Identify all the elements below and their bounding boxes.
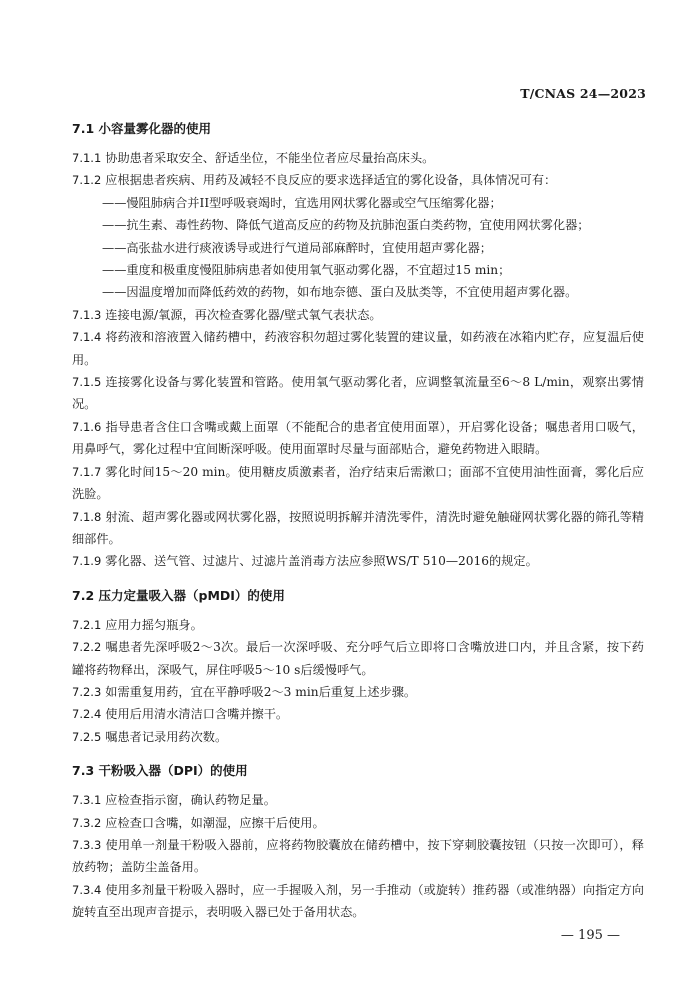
- clause-text: 连接雾化设备与雾化装置和管路。使用氧气驱动雾化者，应调整氧流量至6～8 L/min，观察出雾情况。: [72, 375, 644, 412]
- dash-item: ——重度和极重度慢阻肺病患者如使用氧气驱动雾化器，不宜超过15 min；: [102, 263, 511, 278]
- clause-text: 使用单一剂量干粉吸入器前，应将药物胶囊放在储药槽中，按下穿刺胶囊按钮（只按一次即可），释放药物；盖防尘盖备用。: [72, 837, 644, 875]
- clause-number: 7.2.1: [72, 617, 102, 632]
- page-number: — 195 —: [560, 928, 620, 943]
- clause-number: 7.1.2: [72, 173, 102, 188]
- clause-text: 连接电源/氧源，再次检查雾化器/壁式氧气表状态。: [105, 307, 382, 322]
- document-code: T/CNAS 24—2023: [520, 86, 646, 101]
- clause-text: 如需重复用药，宜在平静呼吸2～3 min后重复上述步骤。: [105, 684, 417, 699]
- clause: [72, 304, 644, 326]
- clause-number: 7.2.5: [72, 729, 102, 744]
- dash-item: ——高张盐水进行痰液诱导或进行气道局部麻醉时，宜使用超声雾化器；: [102, 240, 492, 255]
- clause: [72, 789, 644, 811]
- clause-text: 应检查口含嘴，如潮湿，应擦干后使用。: [105, 815, 325, 830]
- section-title: 7.2 压力定量吸入器（pMDI）的使用: [72, 587, 285, 603]
- clause-text: 应根据患者疾病、用药及减轻不良反应的要求选择适宜的雾化设备，具体情况可有：: [105, 173, 557, 188]
- clause-number: 7.3.1: [72, 793, 102, 808]
- clause: [72, 550, 644, 572]
- clause-number: 7.2.2: [72, 640, 102, 655]
- clause-text: 射流、超声雾化器或网状雾化器，按照说明拆解并清洗零件，清洗时避免触碰网状雾化器的筛孔等精细部件。: [72, 509, 644, 546]
- dash-item: ——因温度增加而降低药效的药物，如布地奈德、蛋白及肽类等，不宜使用超声雾化器。: [102, 285, 578, 300]
- clause-text: 雾化时间15～20 min。使用糖皮质激素者，治疗结束后需漱口；面部不宜使用油性面膏，雾化后应洗脸。: [72, 464, 644, 502]
- clause-text: 嘱患者记录用药次数。: [105, 729, 228, 744]
- clause-text: 协助患者采取安全、舒适坐位，不能坐位者应尽量抬高床头。: [105, 151, 435, 165]
- clause-number: 7.3.4: [72, 882, 102, 897]
- clause-text: 应检查指示窗，确认药物足量。: [105, 793, 276, 808]
- clause-number: 7.1.7: [72, 464, 102, 479]
- clause-text: 雾化器、送气管、过滤片、过滤片盖消毒方法应参照WS/T 510—2016的规定。: [105, 554, 538, 569]
- clause: [72, 834, 644, 879]
- clause-number: 7.1.3: [72, 307, 102, 322]
- clause: [72, 147, 644, 169]
- clause-number: 7.1.6: [72, 419, 102, 434]
- clause-text: 将药液和溶液置入储药槽中，药液容积勿超过雾化装置的建议量，如药液在冰箱内贮存，应复温后使用。: [72, 330, 644, 367]
- clause-number: 7.2.3: [72, 684, 102, 699]
- clause: [72, 636, 644, 681]
- clause: [72, 879, 644, 924]
- dash-item: ——抗生素、毒性药物、降低气道高反应的药物及抗肺泡蛋白类药物，宜使用网状雾化器；: [102, 218, 590, 233]
- clause: [72, 506, 644, 551]
- clause: [72, 461, 644, 506]
- clause: [72, 371, 644, 416]
- clause-text: 使用后用清水清洁口含嘴并擦干。: [105, 707, 289, 722]
- clause-number: 7.1.4: [72, 330, 102, 345]
- clause-text: 使用多剂量干粉吸入器时，应一手握吸入剂，另一手推动（或旋转）推药器（或准纳器）向指定方向旋转直至出现声音提示，表明吸入器已处于备用状态。: [72, 882, 644, 920]
- clause-text: 应用力摇匀瓶身。: [105, 617, 203, 632]
- clause-number: 7.1.1: [72, 151, 102, 165]
- clause-number: 7.1.8: [72, 509, 102, 524]
- clause-number: 7.3.3: [72, 837, 102, 852]
- section-title: 7.1 小容量雾化器的使用: [72, 121, 211, 136]
- clause: [72, 326, 644, 371]
- clause: [72, 416, 644, 461]
- clause: [72, 614, 644, 636]
- section-title: 7.3 干粉吸入器（DPI）的使用: [72, 763, 248, 779]
- document-body: [72, 112, 644, 924]
- clause-number: 7.1.9: [72, 554, 102, 569]
- clause: [72, 703, 644, 725]
- clause-number: 7.2.4: [72, 707, 102, 722]
- clause: [72, 169, 644, 191]
- clause: [72, 681, 644, 703]
- clause-text: 嘱患者先深呼吸2～3次。最后一次深呼吸、充分呼气后立即将口含嘴放进口内，并且含紧，按下药罐将药物释出，深吸气，屏住呼吸5～10 s后缓慢呼气。: [72, 640, 644, 677]
- clause-number: 7.1.5: [72, 375, 102, 390]
- clause: [72, 726, 644, 748]
- dash-item: ——慢阻肺病合并II型呼吸衰竭时，宜选用网状雾化器或空气压缩雾化器；: [102, 195, 502, 210]
- clause-text: 指导患者含住口含嘴或戴上面罩（不能配合的患者宜使用面罩），开启雾化设备；嘱患者用口吸气，用鼻呼气，雾化过程中宜间断深呼吸。使用面罩时尽量与面部贴合，避免药物进入眼睛。: [72, 419, 644, 457]
- clause: [72, 812, 644, 834]
- clause-number: 7.3.2: [72, 815, 102, 830]
